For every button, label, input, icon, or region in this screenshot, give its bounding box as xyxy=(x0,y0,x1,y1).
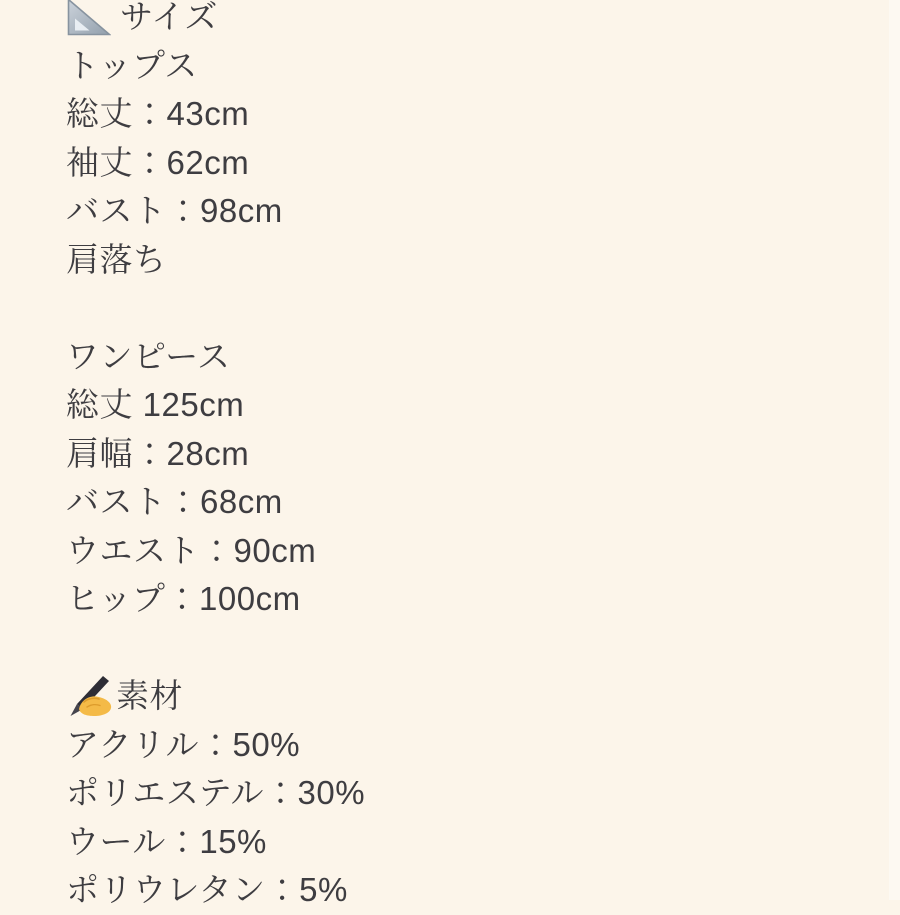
tops-drop-shoulder: 肩落ち xyxy=(66,240,167,278)
size-heading-label: サイズ xyxy=(120,0,218,35)
onepiece-total-length: 総丈 125cm xyxy=(66,386,245,423)
material-polyester: ポリエステル：30% xyxy=(66,774,366,811)
tops-sleeve-length: 袖丈：62cm xyxy=(66,143,250,181)
material-section-heading xyxy=(66,672,900,721)
blank-line xyxy=(66,624,900,673)
tops-title: トップス xyxy=(66,46,198,84)
onepiece-hip: ヒップ：100cm xyxy=(66,580,301,617)
onepiece-title: ワンピース xyxy=(66,337,231,375)
triangular-ruler-icon xyxy=(66,0,111,36)
blank-line xyxy=(66,284,900,333)
onepiece-shoulder-width: 肩幅：28cm xyxy=(66,434,250,472)
material-wool: ウール：15% xyxy=(66,822,267,860)
onepiece-waist: ウエスト：90cm xyxy=(66,531,317,569)
tops-total-length: 総丈：43cm xyxy=(66,95,250,132)
onepiece-bust: バスト：68cm xyxy=(66,483,283,520)
writing-hand-icon xyxy=(66,676,113,716)
tops-bust: バスト：98cm xyxy=(66,192,283,229)
size-section-heading xyxy=(66,0,900,42)
material-polyurethane: ポリウレタン：5% xyxy=(66,871,348,908)
material-acrylic: アクリル：50% xyxy=(66,725,301,763)
material-heading-label: 素材 xyxy=(116,677,183,714)
